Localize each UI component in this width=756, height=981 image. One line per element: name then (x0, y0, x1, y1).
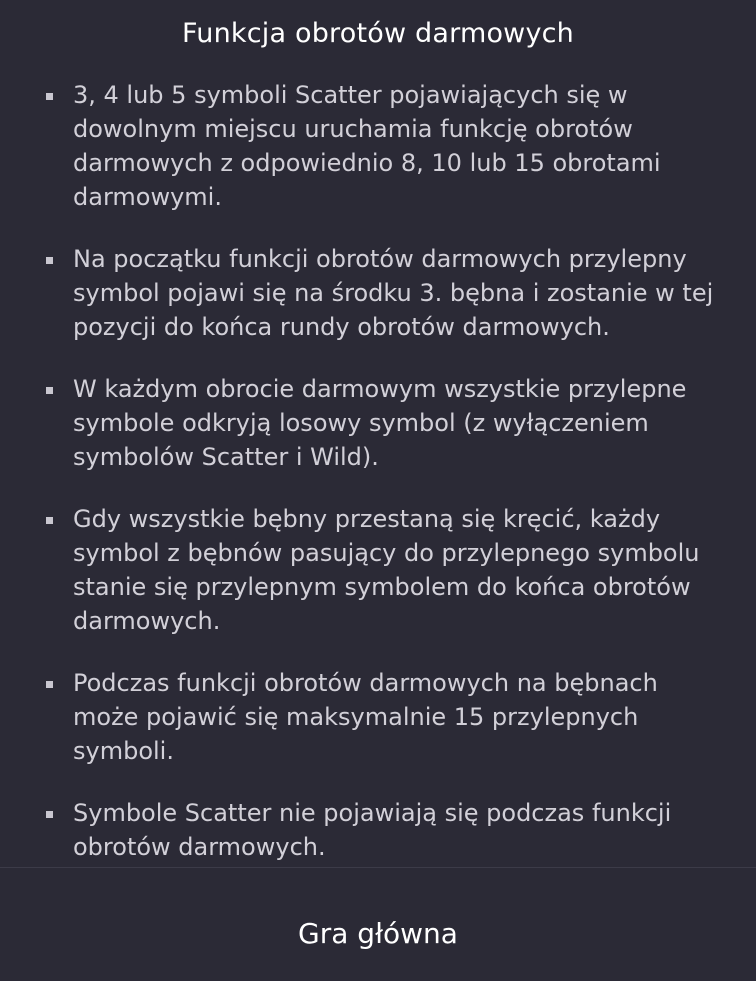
square-bullet-icon (46, 811, 53, 818)
rule-text: Podczas funkcji obrotów darmowych na bębnach może pojawić się maksymalnie 15 przylepnych symboli. (73, 669, 658, 765)
rule-text: 3, 4 lub 5 symboli Scatter pojawiających się w dowolnym miejscu uruchamia funkcję obrotów darmowych z odpowiednio 8, 10 lub 15 obrotami darmowymi. (73, 81, 661, 211)
rule-text: W każdym obrocie darmowym wszystkie przylepne symbole odkryją losowy symbol (z wyłączeniem symbolów Scatter i Wild). (73, 375, 687, 471)
square-bullet-icon (46, 681, 53, 688)
rule-list-item (46, 796, 726, 864)
main-game-button[interactable]: Gra główna (228, 904, 528, 964)
rule-list-item (46, 78, 726, 214)
rule-text: Symbole Scatter nie pojawiają się podczas funkcji obrotów darmowych. (73, 799, 672, 861)
square-bullet-icon (46, 257, 53, 264)
rule-text: Na początku funkcji obrotów darmowych przylepny symbol pojawi się na środku 3. bębna i zostanie w tej pozycji do końca rundy obrotów darmowych. (73, 245, 714, 341)
square-bullet-icon (46, 93, 53, 100)
rule-list-item (46, 372, 726, 474)
square-bullet-icon (46, 517, 53, 524)
free-spins-rules-list (46, 78, 726, 892)
page-title: Funkcja obrotów darmowych (182, 18, 574, 50)
rule-list-item (46, 242, 726, 344)
square-bullet-icon (46, 387, 53, 394)
footer (0, 868, 756, 981)
rule-list-item (46, 502, 726, 638)
rule-list-item (46, 666, 726, 768)
rule-text: Gdy wszystkie bębny przestaną się kręcić, każdy symbol z bębnów pasujący do przylepnego symbolu stanie się przylepnym symbolem do końca obrotów darmowych. (73, 505, 700, 635)
